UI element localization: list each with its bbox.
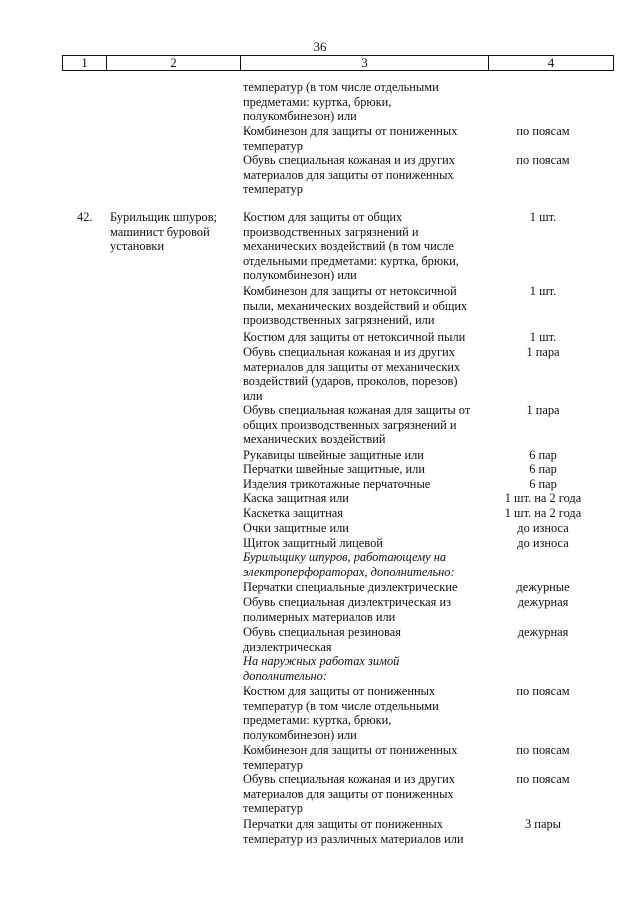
issue-norm: 3 пары	[525, 817, 561, 831]
ppe-item: Каскетка защитная	[243, 506, 343, 520]
column-3-header: 3	[240, 56, 488, 70]
ppe-item: Обувь специальная кожаная и из других материалов для защиты от пониженных температур	[243, 153, 455, 197]
section-note: Бурильщику шпуров, работающему на электроперфораторах, дополнительно:	[243, 550, 455, 579]
ppe-item: Обувь специальная кожаная и из других материалов для защиты от механических воздействий (ударов, проколов, порезов) или	[243, 345, 461, 403]
issue-norm: 1 шт.	[529, 330, 557, 344]
issue-norm: 1 пара	[526, 403, 560, 417]
column-4-header: 4	[488, 56, 613, 70]
issue-norm: 1 шт.	[529, 284, 557, 298]
ppe-item: Перчатки швейные защитные, или	[243, 462, 425, 476]
column-1-header: 1	[81, 55, 88, 70]
ppe-item: Перчатки специальные диэлектрические	[243, 580, 458, 594]
page-number: 36	[313, 39, 327, 54]
ppe-item: Комбинезон для защиты от нетоксичной пыли, механических воздействий и общих производственных загрязнений, или	[243, 284, 468, 328]
ppe-item: Рукавицы швейные защитные или	[243, 448, 424, 462]
ppe-item: Очки защитные или	[243, 521, 349, 535]
ppe-item: Костюм для защиты от общих производственных загрязнений и механических воздействий (в том числе отдельными предметами: куртка, брюки, полукомбинезон) или	[243, 210, 459, 283]
table-column-header	[62, 55, 614, 71]
issue-norm: дежурные	[516, 580, 570, 594]
ppe-item: Перчатки для защиты от пониженных температур из различных материалов или	[243, 817, 464, 846]
ppe-item: Костюм для защиты от пониженных температур (в том числе отдельными предметами: куртка, брюки, полукомбинезон) или	[243, 684, 439, 742]
section-note: На наружных работах зимой дополнительно:	[243, 654, 400, 683]
issue-norm: по поясам	[516, 743, 570, 757]
ppe-item: Изделия трикотажные перчаточные	[243, 477, 431, 491]
row-number: 42.	[77, 210, 93, 224]
ppe-item: Обувь специальная резиновая диэлектрическая	[243, 625, 401, 654]
issue-norm: дежурная	[517, 595, 569, 609]
column-2-header: 2	[106, 56, 240, 70]
issue-norm: 6 пар	[529, 462, 557, 476]
issue-norm: 6 пар	[529, 477, 557, 491]
issue-norm: по поясам	[516, 153, 570, 167]
issue-norm: 6 пар	[529, 448, 557, 462]
ppe-item: Каска защитная или	[243, 491, 349, 505]
issue-norm: 1 шт.	[529, 210, 557, 224]
issue-norm: 1 пара	[526, 345, 560, 359]
ppe-item: Комбинезон для защиты от пониженных температур	[243, 743, 458, 772]
issue-norm: 1 шт. на 2 года	[504, 506, 582, 520]
issue-norm: до износа	[517, 536, 569, 550]
issue-norm: по поясам	[516, 684, 570, 698]
issue-norm: 1 шт. на 2 года	[504, 491, 582, 505]
issue-norm: дежурная	[517, 625, 569, 639]
ppe-item: Обувь специальная диэлектрическая из полимерных материалов или	[243, 595, 451, 624]
ppe-item: Обувь специальная кожаная для защиты от общих производственных загрязнений и механических воздействий	[243, 403, 471, 447]
issue-norm: до износа	[517, 521, 569, 535]
ppe-item: Костюм для защиты от нетоксичной пыли	[243, 330, 466, 344]
issue-norm: по поясам	[516, 772, 570, 786]
issue-norm: по поясам	[516, 124, 570, 138]
ppe-item: температур (в том числе отдельными предметами: куртка, брюки, полукомбинезон) или	[243, 80, 439, 124]
ppe-item: Комбинезон для защиты от пониженных температур	[243, 124, 458, 153]
ppe-item: Щиток защитный лицевой	[243, 536, 383, 550]
profession-name: Бурильщик шпуров; машинист буровой установки	[110, 210, 218, 254]
ppe-item: Обувь специальная кожаная и из других материалов для защиты от пониженных температур	[243, 772, 455, 816]
